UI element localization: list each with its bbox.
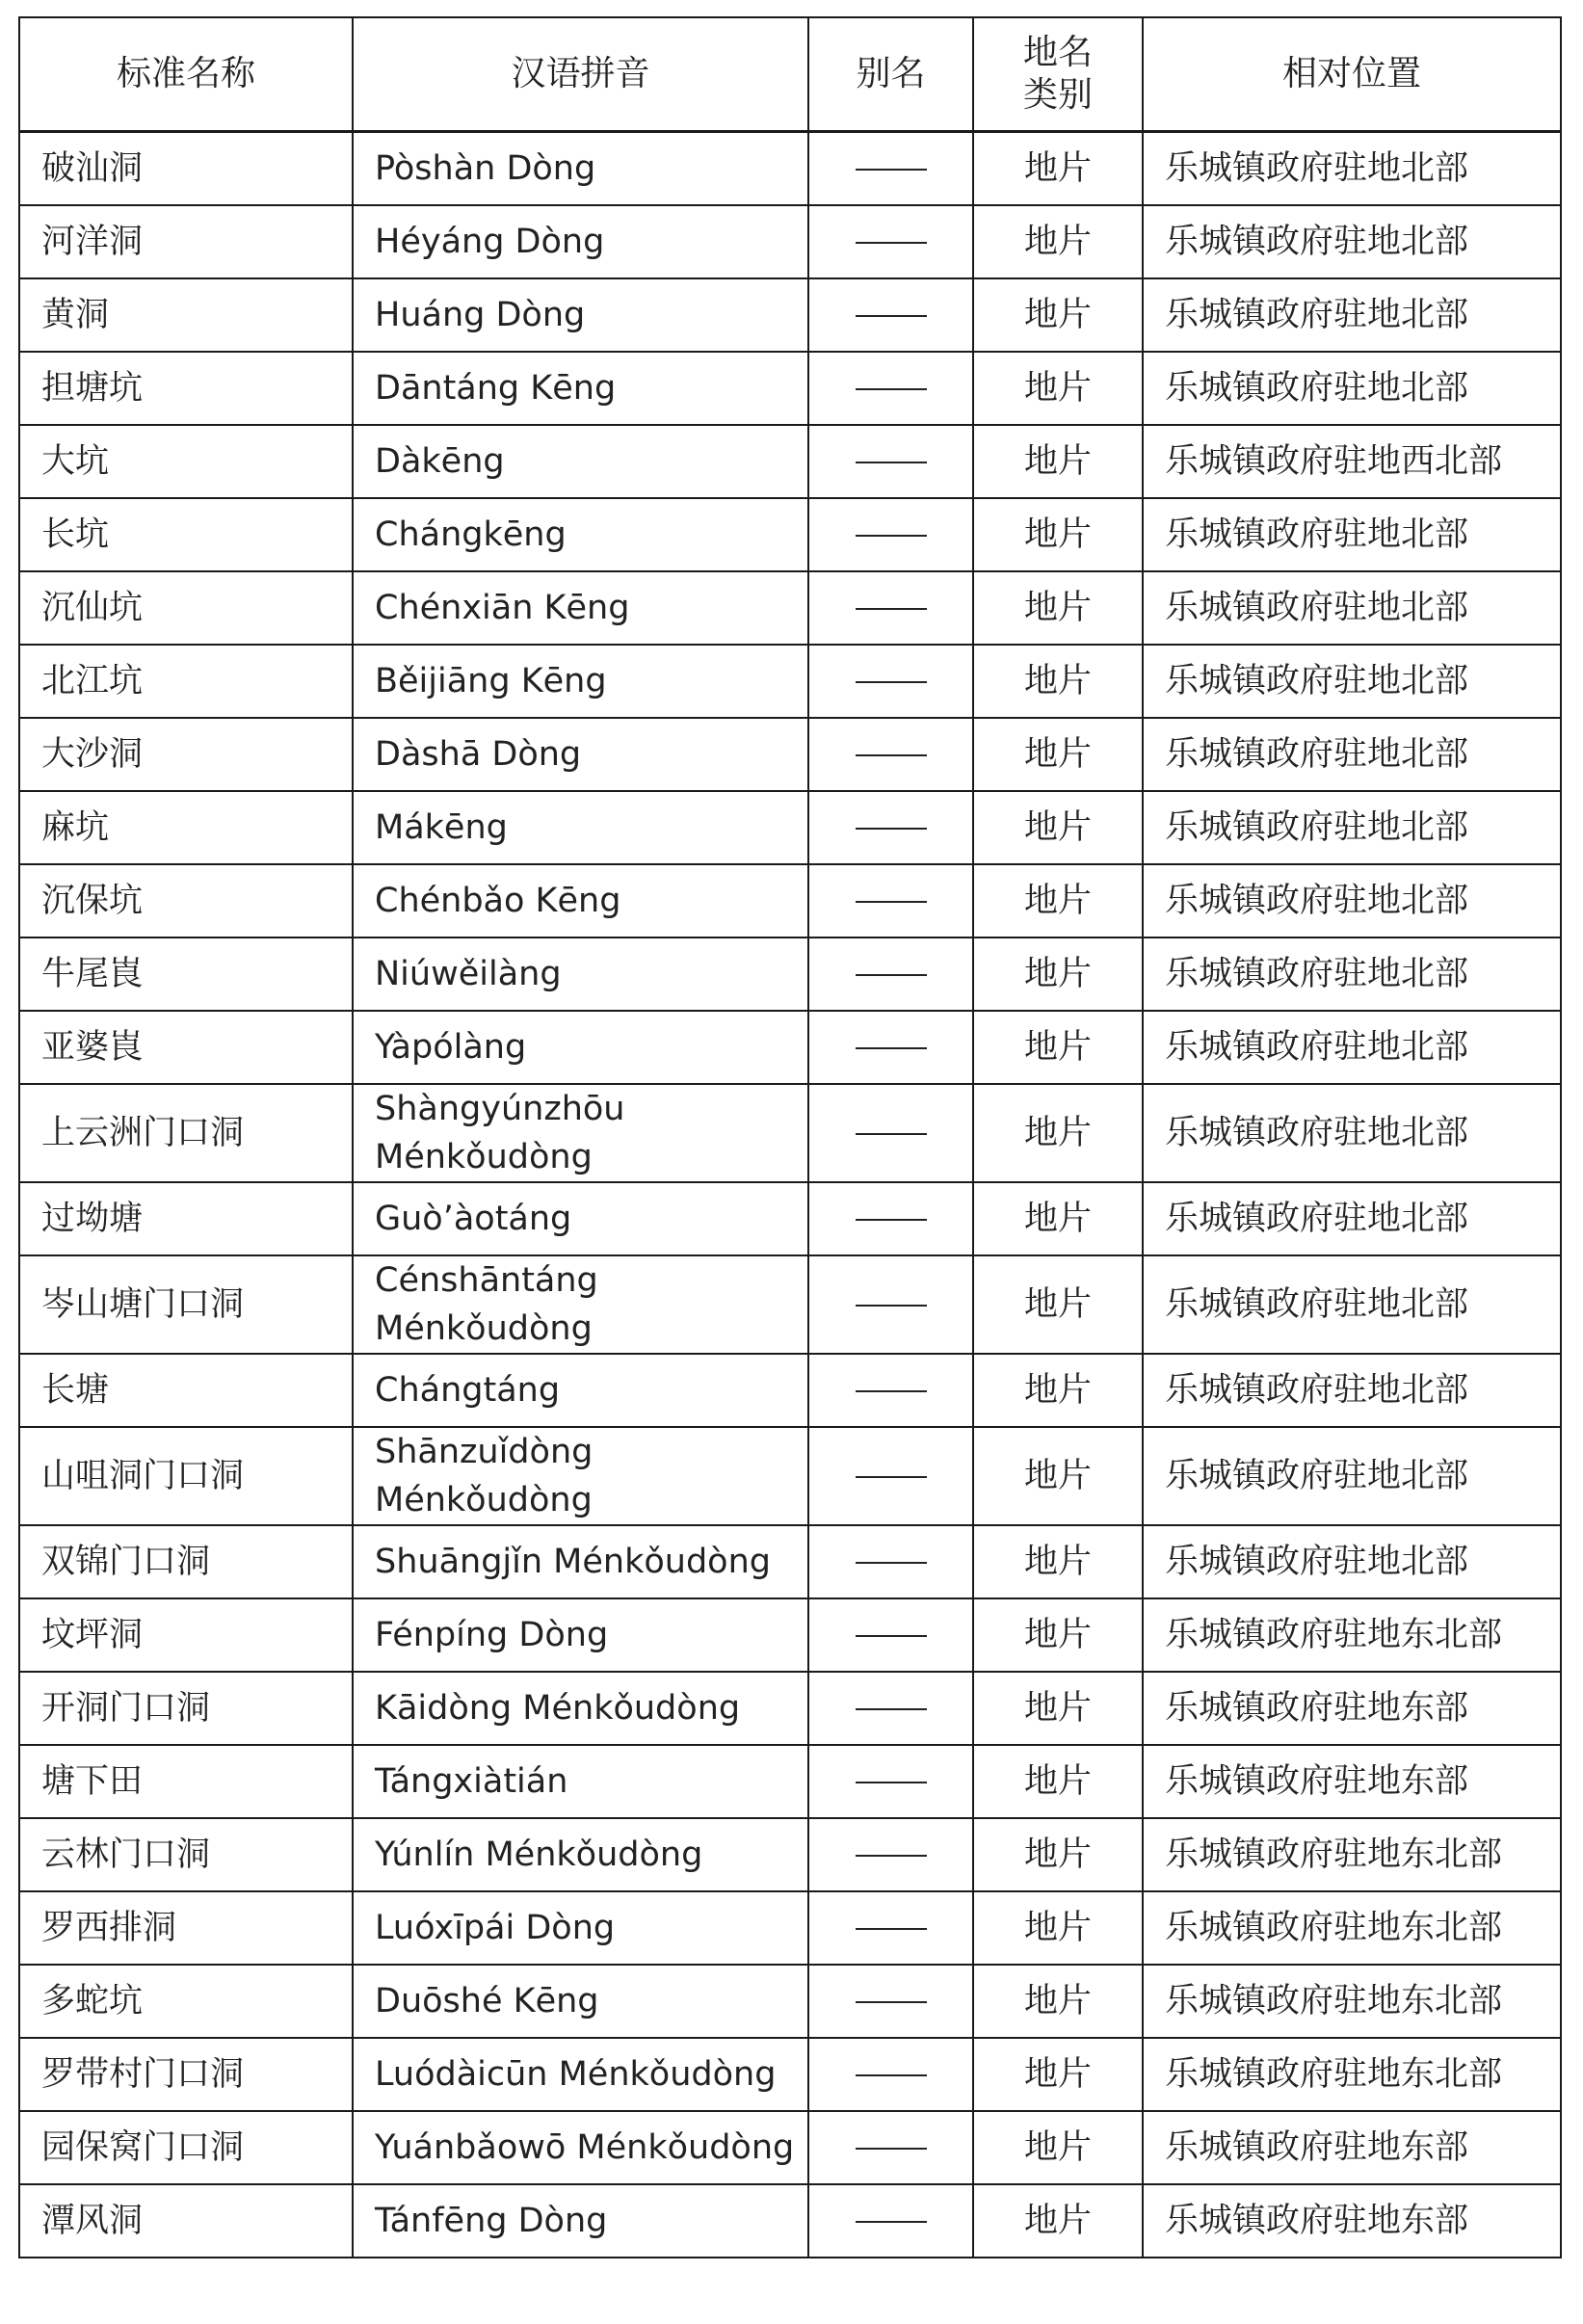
cell-category: 地片: [973, 718, 1143, 791]
cell-relative-location: 乐城镇政府驻地北部: [1143, 571, 1561, 645]
cell-pinyin: [353, 1598, 808, 1672]
cell-category: 地片: [973, 1011, 1143, 1084]
cell-alias: [808, 2184, 973, 2258]
table-row: [19, 2184, 1561, 2258]
cell-pinyin: [353, 1354, 808, 1427]
cell-pinyin: [353, 571, 808, 645]
cell-standard-name: 沉仙坑: [19, 571, 353, 645]
cell-pinyin: [353, 864, 808, 938]
alias-none-dash: [856, 535, 927, 537]
cell-pinyin-line1: Tánfēng Dòng: [375, 2202, 608, 2240]
cell-pinyin: [353, 498, 808, 571]
cell-category: 地片: [973, 425, 1143, 498]
cell-standard-name: 开洞门口洞: [19, 1672, 353, 1745]
place-names-table: [18, 16, 1562, 2258]
cell-standard-name: 坟坪洞: [19, 1598, 353, 1672]
header-category-line1: 地名: [1022, 33, 1093, 72]
cell-pinyin-line1: Fénpíng Dòng: [375, 1616, 609, 1654]
cell-category: 地片: [973, 1745, 1143, 1818]
table-header: [19, 17, 1561, 132]
cell-relative-location: 乐城镇政府驻地北部: [1143, 1182, 1561, 1255]
table-row: [19, 1965, 1561, 2038]
cell-pinyin: [353, 1965, 808, 2038]
cell-pinyin-line1: Guò’àotáng: [375, 1200, 572, 1238]
cell-category: 地片: [973, 938, 1143, 1011]
cell-pinyin: [353, 938, 808, 1011]
cell-standard-name: 塘下田: [19, 1745, 353, 1818]
cell-standard-name: 破汕洞: [19, 132, 353, 206]
cell-category: 地片: [973, 1672, 1143, 1745]
cell-standard-name: 罗带村门口洞: [19, 2038, 353, 2111]
cell-pinyin: [353, 645, 808, 718]
cell-pinyin-line1: Pòshàn Dòng: [375, 149, 596, 188]
cell-standard-name: 罗西排洞: [19, 1891, 353, 1965]
cell-standard-name: 上云洲门口洞: [19, 1084, 353, 1182]
table-row: [19, 645, 1561, 718]
cell-category: 地片: [973, 864, 1143, 938]
cell-standard-name: 亚婆崀: [19, 1011, 353, 1084]
cell-alias: [808, 645, 973, 718]
cell-alias: [808, 425, 973, 498]
cell-alias: [808, 1182, 973, 1255]
cell-alias: [808, 791, 973, 864]
cell-category: 地片: [973, 1084, 1143, 1182]
cell-standard-name: 大沙洞: [19, 718, 353, 791]
alias-none-dash: [856, 1928, 927, 1930]
alias-none-dash: [856, 1047, 927, 1049]
cell-pinyin: [353, 2111, 808, 2184]
alias-none-dash: [856, 1305, 927, 1307]
cell-pinyin-line1: Yàpólàng: [375, 1028, 527, 1067]
cell-alias: [808, 1525, 973, 1598]
header-category-line2: 类别: [1022, 75, 1093, 115]
cell-pinyin: [353, 1745, 808, 1818]
cell-pinyin-line1: Běijiāng Kēng: [375, 662, 607, 700]
cell-category: 地片: [973, 571, 1143, 645]
cell-alias: [808, 205, 973, 278]
header-category: [973, 17, 1143, 132]
cell-pinyin: [353, 1182, 808, 1255]
cell-alias: [808, 1672, 973, 1745]
cell-relative-location: 乐城镇政府驻地东部: [1143, 1745, 1561, 1818]
cell-pinyin-line1: Yuánbǎowō Ménkǒudòng: [375, 2128, 795, 2167]
cell-category: 地片: [973, 2111, 1143, 2184]
cell-category: 地片: [973, 352, 1143, 425]
cell-pinyin-line1: Kāidòng Ménkǒudòng: [375, 1689, 741, 1728]
cell-pinyin-line1: Cénshāntáng: [375, 1261, 598, 1300]
table-row: [19, 571, 1561, 645]
cell-pinyin-line1: Chángkēng: [375, 515, 567, 554]
cell-pinyin-line1: Chénbǎo Kēng: [375, 882, 621, 920]
table-row: [19, 498, 1561, 571]
cell-relative-location: 乐城镇政府驻地东北部: [1143, 1965, 1561, 2038]
table-row: [19, 352, 1561, 425]
cell-standard-name: 北江坑: [19, 645, 353, 718]
cell-category: 地片: [973, 791, 1143, 864]
cell-pinyin: [353, 1255, 808, 1354]
cell-pinyin-line1: Héyáng Dòng: [375, 223, 605, 261]
cell-relative-location: 乐城镇政府驻地东北部: [1143, 2038, 1561, 2111]
cell-pinyin-line1: Shàngyúnzhōu: [375, 1090, 625, 1128]
cell-category: 地片: [973, 1818, 1143, 1891]
cell-pinyin: [353, 1084, 808, 1182]
cell-pinyin-line1: Luóxīpái Dòng: [375, 1909, 616, 1947]
cell-standard-name: 潭风洞: [19, 2184, 353, 2258]
cell-relative-location: 乐城镇政府驻地西北部: [1143, 425, 1561, 498]
cell-category: 地片: [973, 1598, 1143, 1672]
cell-pinyin-line1: Niúwěilàng: [375, 955, 562, 993]
table-row: [19, 1598, 1561, 1672]
cell-relative-location: 乐城镇政府驻地北部: [1143, 1084, 1561, 1182]
cell-pinyin-line1: Chénxiān Kēng: [375, 589, 630, 627]
table-row: [19, 1011, 1561, 1084]
table-row: [19, 718, 1561, 791]
cell-category: 地片: [973, 1891, 1143, 1965]
table-row: [19, 791, 1561, 864]
cell-pinyin-line1: Yúnlín Ménkǒudòng: [375, 1835, 703, 1874]
cell-pinyin-line1: Shuāngjǐn Ménkǒudòng: [375, 1543, 771, 1581]
cell-pinyin-line1: Shānzuǐdòng Ménkǒudòng: [375, 1433, 594, 1519]
alias-none-dash: [856, 1219, 927, 1221]
alias-none-dash: [856, 1133, 927, 1135]
alias-none-dash: [856, 1635, 927, 1637]
header-relative-location: 相对位置: [1143, 17, 1561, 132]
alias-none-dash: [856, 462, 927, 463]
cell-alias: [808, 1818, 973, 1891]
table-row: [19, 1891, 1561, 1965]
alias-none-dash: [856, 1562, 927, 1564]
table-row: [19, 938, 1561, 1011]
cell-relative-location: 乐城镇政府驻地东部: [1143, 1672, 1561, 1745]
cell-pinyin-line1: Huáng Dòng: [375, 296, 586, 334]
cell-relative-location: 乐城镇政府驻地北部: [1143, 1354, 1561, 1427]
cell-standard-name: 山咀洞门口洞: [19, 1427, 353, 1525]
cell-category: 地片: [973, 1255, 1143, 1354]
cell-relative-location: 乐城镇政府驻地北部: [1143, 498, 1561, 571]
table-row: [19, 1354, 1561, 1427]
table-row: [19, 2111, 1561, 2184]
cell-pinyin: [353, 425, 808, 498]
cell-alias: [808, 1354, 973, 1427]
cell-standard-name: 担塘坑: [19, 352, 353, 425]
cell-category: 地片: [973, 2184, 1143, 2258]
cell-relative-location: 乐城镇政府驻地北部: [1143, 938, 1561, 1011]
alias-none-dash: [856, 608, 927, 610]
alias-none-dash: [856, 2221, 927, 2223]
cell-category: 地片: [973, 1182, 1143, 1255]
cell-relative-location: 乐城镇政府驻地北部: [1143, 278, 1561, 352]
cell-alias: [808, 864, 973, 938]
table-row: [19, 1427, 1561, 1525]
alias-none-dash: [856, 681, 927, 683]
table-row: [19, 2038, 1561, 2111]
table-row: [19, 864, 1561, 938]
cell-category: 地片: [973, 2038, 1143, 2111]
cell-alias: [808, 1084, 973, 1182]
cell-standard-name: 麻坑: [19, 791, 353, 864]
cell-pinyin-line2: Ménkǒudòng: [375, 1309, 593, 1348]
table-row: [19, 1818, 1561, 1891]
alias-none-dash: [856, 242, 927, 244]
cell-alias: [808, 938, 973, 1011]
cell-alias: [808, 1745, 973, 1818]
cell-alias: [808, 498, 973, 571]
cell-standard-name: 沉保坑: [19, 864, 353, 938]
cell-pinyin-line1: Chángtáng: [375, 1371, 561, 1410]
cell-pinyin: [353, 1891, 808, 1965]
cell-relative-location: 乐城镇政府驻地东部: [1143, 2111, 1561, 2184]
cell-pinyin-line1: Tángxiàtián: [375, 1762, 568, 1801]
cell-pinyin-line1: Luódàicūn Ménkǒudòng: [375, 2055, 777, 2094]
cell-alias: [808, 1598, 973, 1672]
cell-alias: [808, 278, 973, 352]
cell-pinyin-line1: Dàkēng: [375, 442, 505, 481]
cell-pinyin: [353, 278, 808, 352]
cell-category: 地片: [973, 1427, 1143, 1525]
cell-pinyin-line2: Ménkǒudòng: [375, 1138, 593, 1176]
cell-pinyin: [353, 132, 808, 206]
cell-alias: [808, 1965, 973, 2038]
cell-pinyin-line1: Mákēng: [375, 808, 508, 847]
cell-relative-location: 乐城镇政府驻地东北部: [1143, 1818, 1561, 1891]
cell-alias: [808, 132, 973, 206]
cell-pinyin: [353, 791, 808, 864]
table-row: [19, 1745, 1561, 1818]
cell-alias: [808, 1255, 973, 1354]
alias-none-dash: [856, 1855, 927, 1857]
cell-alias: [808, 718, 973, 791]
table-body: [19, 132, 1561, 2258]
cell-category: 地片: [973, 1965, 1143, 2038]
cell-standard-name: 岑山塘门口洞: [19, 1255, 353, 1354]
alias-none-dash: [856, 1782, 927, 1783]
alias-none-dash: [856, 974, 927, 976]
cell-pinyin-line1: Dāntáng Kēng: [375, 369, 617, 408]
alias-none-dash: [856, 2148, 927, 2150]
cell-pinyin: [353, 1427, 808, 1525]
cell-standard-name: 双锦门口洞: [19, 1525, 353, 1598]
alias-none-dash: [856, 1708, 927, 1710]
cell-standard-name: 过坳塘: [19, 1182, 353, 1255]
cell-relative-location: 乐城镇政府驻地北部: [1143, 1011, 1561, 1084]
cell-relative-location: 乐城镇政府驻地东北部: [1143, 1891, 1561, 1965]
cell-standard-name: 云林门口洞: [19, 1818, 353, 1891]
cell-alias: [808, 2111, 973, 2184]
cell-relative-location: 乐城镇政府驻地北部: [1143, 718, 1561, 791]
cell-category: 地片: [973, 1525, 1143, 1598]
table-row: [19, 278, 1561, 352]
cell-pinyin: [353, 1525, 808, 1598]
cell-category: 地片: [973, 205, 1143, 278]
alias-none-dash: [856, 828, 927, 830]
cell-standard-name: 大坑: [19, 425, 353, 498]
cell-alias: [808, 571, 973, 645]
cell-pinyin: [353, 1818, 808, 1891]
cell-category: 地片: [973, 498, 1143, 571]
alias-none-dash: [856, 388, 927, 390]
table-row: [19, 1182, 1561, 1255]
cell-pinyin: [353, 2038, 808, 2111]
cell-relative-location: 乐城镇政府驻地东北部: [1143, 1598, 1561, 1672]
alias-none-dash: [856, 169, 927, 171]
header-pinyin: 汉语拼音: [353, 17, 808, 132]
cell-alias: [808, 1427, 973, 1525]
cell-pinyin-line1: Duōshé Kēng: [375, 1982, 599, 2020]
alias-none-dash: [856, 2074, 927, 2076]
cell-alias: [808, 352, 973, 425]
cell-relative-location: 乐城镇政府驻地北部: [1143, 1525, 1561, 1598]
cell-relative-location: 乐城镇政府驻地北部: [1143, 205, 1561, 278]
table-row: [19, 132, 1561, 206]
alias-none-dash: [856, 1390, 927, 1392]
alias-none-dash: [856, 315, 927, 317]
cell-standard-name: 河洋洞: [19, 205, 353, 278]
cell-category: 地片: [973, 645, 1143, 718]
alias-none-dash: [856, 1476, 927, 1478]
alias-none-dash: [856, 2001, 927, 2003]
cell-pinyin: [353, 205, 808, 278]
alias-none-dash: [856, 754, 927, 756]
table-row: [19, 1672, 1561, 1745]
cell-standard-name: 长塘: [19, 1354, 353, 1427]
cell-category: 地片: [973, 132, 1143, 206]
cell-relative-location: 乐城镇政府驻地北部: [1143, 645, 1561, 718]
header-row: [19, 17, 1561, 132]
cell-pinyin: [353, 1011, 808, 1084]
cell-relative-location: 乐城镇政府驻地北部: [1143, 1427, 1561, 1525]
cell-relative-location: 乐城镇政府驻地北部: [1143, 132, 1561, 206]
cell-standard-name: 园保窝门口洞: [19, 2111, 353, 2184]
cell-alias: [808, 1891, 973, 1965]
cell-standard-name: 黄洞: [19, 278, 353, 352]
cell-category: 地片: [973, 1354, 1143, 1427]
cell-standard-name: 长坑: [19, 498, 353, 571]
table-row: [19, 1084, 1561, 1182]
cell-relative-location: 乐城镇政府驻地北部: [1143, 352, 1561, 425]
cell-relative-location: 乐城镇政府驻地北部: [1143, 1255, 1561, 1354]
header-standard-name: 标准名称: [19, 17, 353, 132]
cell-pinyin: [353, 2184, 808, 2258]
cell-relative-location: 乐城镇政府驻地北部: [1143, 791, 1561, 864]
cell-category: 地片: [973, 278, 1143, 352]
table-row: [19, 425, 1561, 498]
cell-pinyin-line1: Dàshā Dòng: [375, 735, 582, 774]
header-alias: 别名: [808, 17, 973, 132]
cell-relative-location: 乐城镇政府驻地东部: [1143, 2184, 1561, 2258]
table-row: [19, 1255, 1561, 1354]
cell-relative-location: 乐城镇政府驻地北部: [1143, 864, 1561, 938]
cell-alias: [808, 1011, 973, 1084]
cell-pinyin: [353, 352, 808, 425]
table-row: [19, 1525, 1561, 1598]
cell-pinyin: [353, 1672, 808, 1745]
cell-standard-name: 牛尾崀: [19, 938, 353, 1011]
table-row: [19, 205, 1561, 278]
cell-standard-name: 多蛇坑: [19, 1965, 353, 2038]
cell-alias: [808, 2038, 973, 2111]
alias-none-dash: [856, 901, 927, 903]
cell-pinyin: [353, 718, 808, 791]
